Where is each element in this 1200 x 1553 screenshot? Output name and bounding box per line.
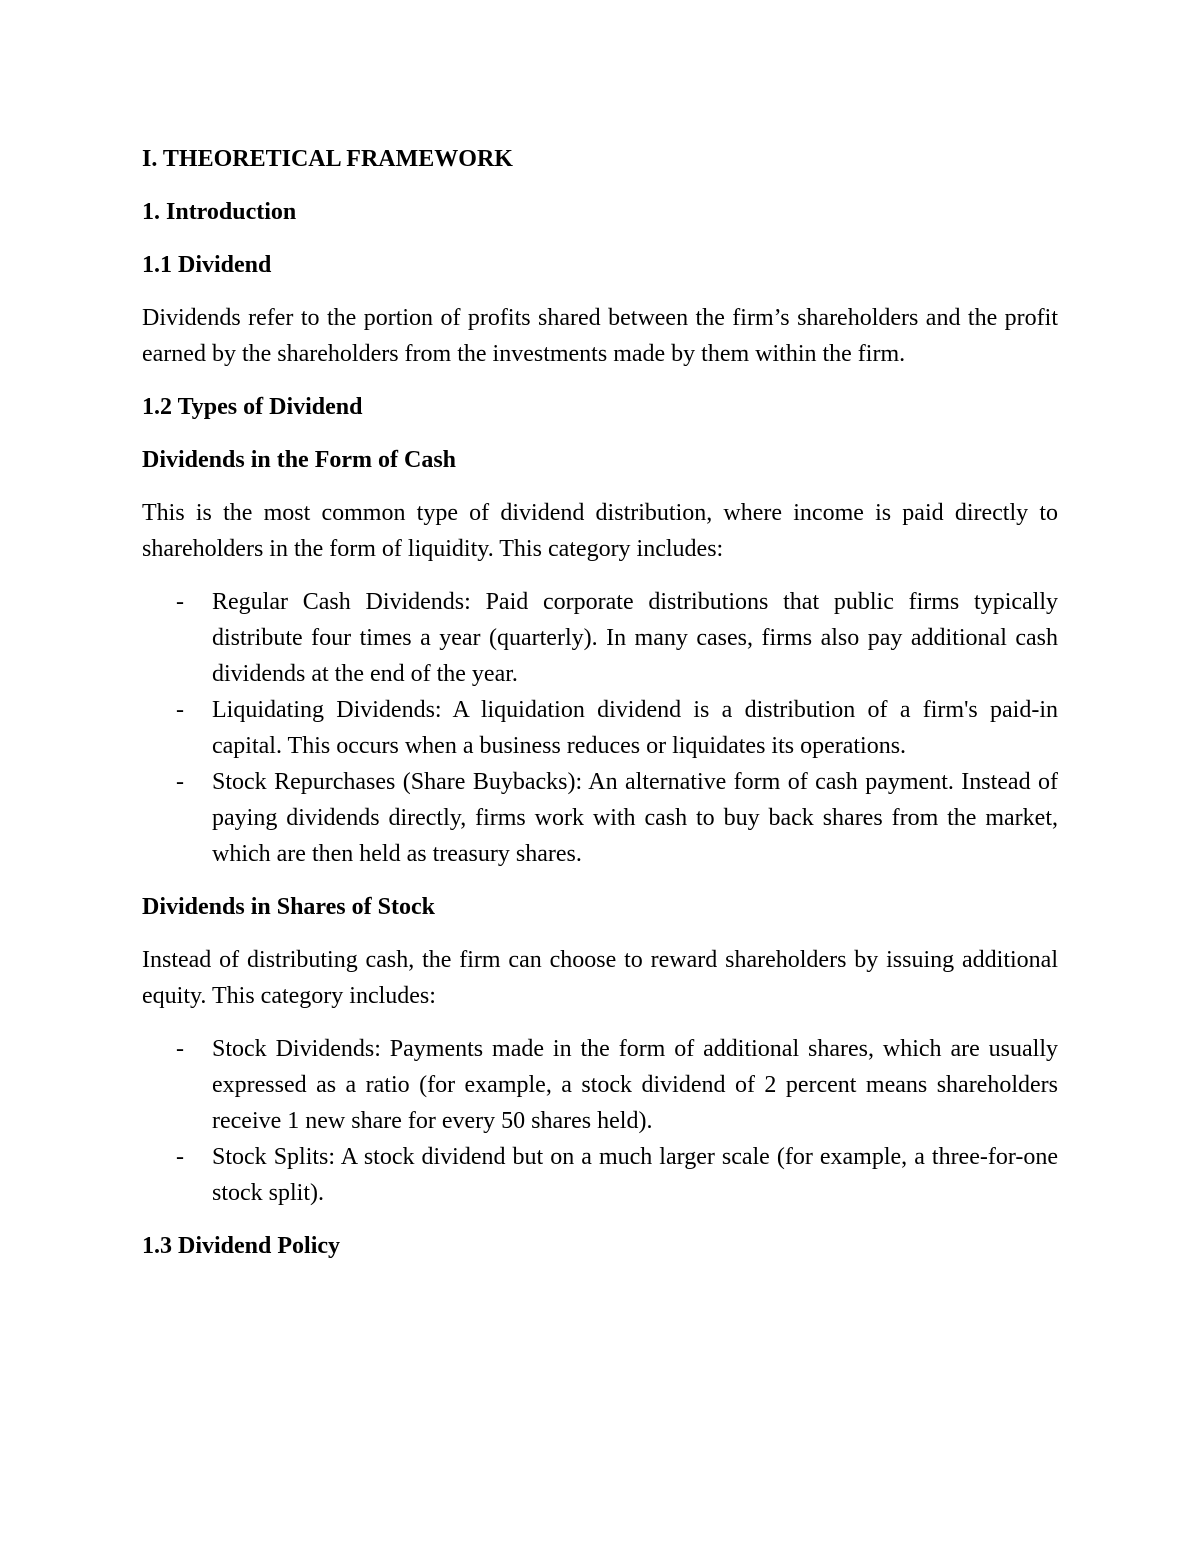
list-item-text: Liquidating Dividends: A liquidation dividend is a distribution of a firm's paid-in capital. This occurs when a business reduces or liquidates its operations.: [212, 697, 1058, 759]
subsection-heading: 1.2 Types of Dividend: [142, 394, 363, 420]
list-item-text: Stock Splits: A stock dividend but on a much larger scale (for example, a three-for-one stock split).: [212, 1144, 1058, 1206]
subsection-heading: 1. Introduction: [142, 199, 297, 225]
dash-list: [142, 1031, 1058, 1211]
list-item-text: Stock Dividends: Payments made in the form of additional shares, which are usually expressed as a ratio (for example, a stock dividend of 2 percent means shareholders receive 1 new share for every 50 shares held).: [212, 1036, 1058, 1134]
subsection-heading: 1.3 Dividend Policy: [142, 1233, 341, 1259]
dash-bullet: -: [176, 1036, 184, 1062]
list-item: [142, 584, 1058, 692]
paragraph: This is the most common type of dividend distribution, where income is paid directly to shareholders in the form of liquidity. This category includes:: [142, 500, 1058, 562]
paragraph: Dividends refer to the portion of profits shared between the firm’s shareholders and the profit earned by the shareholders from the investments made by them within the firm.: [142, 305, 1058, 367]
dash-bullet: -: [176, 589, 184, 615]
list-item: [142, 1139, 1058, 1211]
category-heading: Dividends in Shares of Stock: [142, 894, 435, 920]
section-heading: I. THEORETICAL FRAMEWORK: [142, 146, 513, 172]
dash-bullet: -: [176, 1144, 184, 1170]
list-item: [142, 692, 1058, 764]
document-page: [142, 141, 1058, 1281]
dash-bullet: -: [176, 769, 184, 795]
list-item-text: Stock Repurchases (Share Buybacks): An alternative form of cash payment. Instead of paying dividends directly, firms work with cash to buy back shares from the market, which are then held as treasury shares.: [212, 769, 1058, 867]
list-item: [142, 764, 1058, 872]
category-heading: Dividends in the Form of Cash: [142, 447, 457, 473]
paragraph: Instead of distributing cash, the firm can choose to reward shareholders by issuing additional equity. This category includes:: [142, 947, 1058, 1009]
dash-list: [142, 584, 1058, 872]
dash-bullet: -: [176, 697, 184, 723]
subsection-heading: 1.1 Dividend: [142, 252, 272, 278]
list-item: [142, 1031, 1058, 1139]
list-item-text: Regular Cash Dividends: Paid corporate distributions that public firms typically distribute four times a year (quarterly). In many cases, firms also pay additional cash dividends at the end of the year.: [212, 589, 1058, 687]
